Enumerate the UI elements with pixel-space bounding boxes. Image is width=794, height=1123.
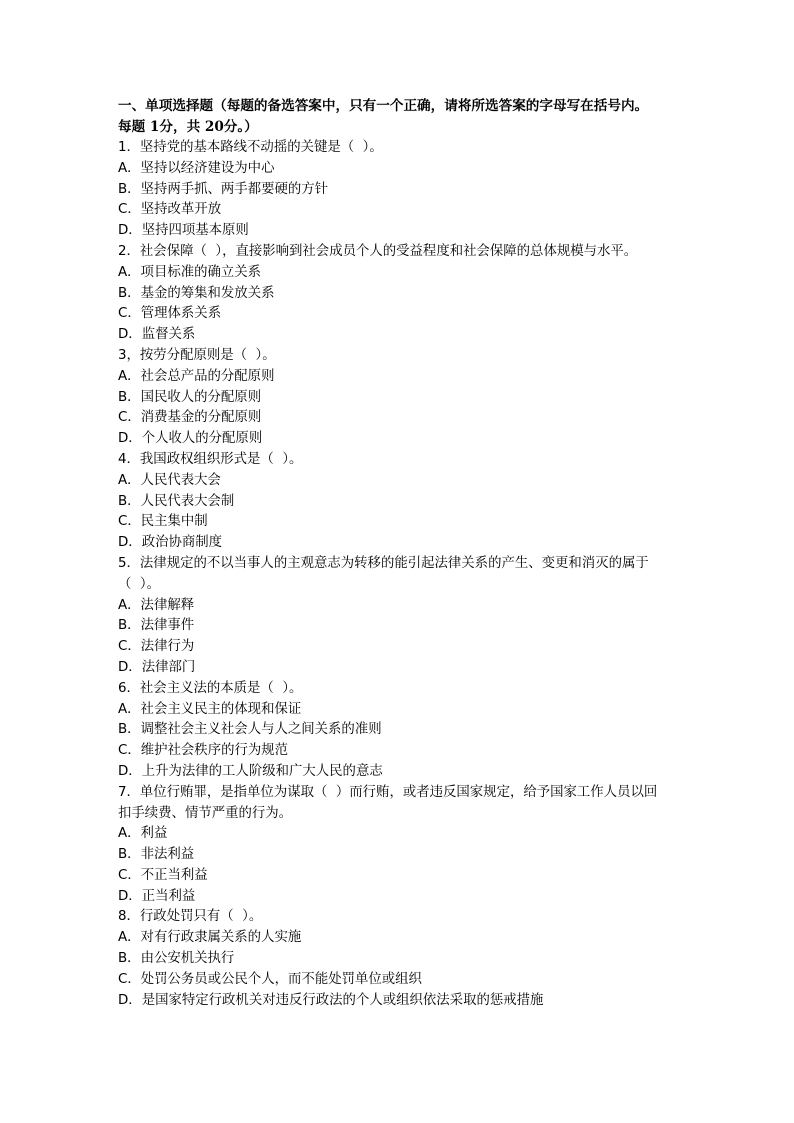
answer-option: D．个人收人的分配原则 (118, 431, 263, 447)
section-heading: 一、单项选择题（每题的备选答案中，只有一个正确，请将所选答案的字母写在括号内。 (118, 98, 649, 114)
answer-option: A．社会主义民主的体现和保证 (118, 701, 302, 717)
section-heading-continued: 每题 1分，共 20分。） (118, 119, 258, 135)
answer-option: B．人民代表大会制 (118, 493, 235, 509)
question-stem: 1．坚持党的基本路线不动摇的关键是（ ）。 (118, 140, 383, 155)
answer-option: D．政治协商制度 (118, 535, 223, 551)
question-stem: 7．单位行贿罪，是指单位为谋取（ ）而行贿，或者违反国家规定，给予国家工作人员以回 (118, 784, 658, 800)
question-block (118, 679, 688, 783)
answer-option: B．法律事件 (118, 618, 195, 634)
question-stem: （ ）。 (118, 576, 160, 592)
answer-option: C．管理体系关系 (118, 306, 222, 322)
answer-option: C．维护社会秩序的行为规范 (118, 743, 289, 759)
answer-option: B．由公安机关执行 (118, 951, 235, 967)
answer-option: B．调整社会主义社会人与人之间关系的准则 (118, 722, 382, 738)
answer-option: C．不正当利益 (118, 867, 208, 883)
question-stem: 3，按劳分配原则是（ ）。 (118, 347, 276, 363)
answer-option: C．消费基金的分配原则 (118, 410, 262, 426)
question-block (118, 450, 688, 554)
answer-option: D．法律部门 (118, 659, 196, 675)
answer-option: A．项目标准的确立关系 (118, 264, 262, 280)
answer-option: A．坚持以经济建设为中心 (118, 160, 275, 176)
question-block (118, 138, 688, 242)
answer-option: C．法律行为 (118, 639, 195, 655)
answer-option: A．人民代表大会 (118, 472, 221, 488)
answer-option: B．坚持两手抓、两手都要硬的方针 (118, 181, 329, 197)
answer-option: D．正当利益 (118, 888, 196, 904)
answer-option: A．法律解释 (118, 597, 195, 613)
question-block (118, 907, 688, 1011)
answer-option: C．民主集中制 (118, 514, 208, 530)
question-block (118, 783, 688, 908)
question-stem: 8．行政处罚只有（ ）。 (118, 909, 263, 925)
question-stem: 4．我国政权组织形式是（ ）。 (118, 451, 303, 467)
answer-option: A．对有行政隶属关系的人实施 (118, 930, 302, 946)
question-stem: 扣手续费、情节严重的行为。 (118, 805, 293, 821)
answer-option: B．基金的筹集和发放关系 (118, 285, 275, 301)
answer-option: B．非法利益 (118, 847, 195, 863)
question-block (118, 346, 688, 450)
question-block (118, 242, 688, 346)
answer-option: D．坚持四项基本原则 (118, 223, 249, 239)
answer-option: A．利益 (118, 826, 168, 842)
answer-option: B．国民收人的分配原则 (118, 389, 262, 405)
answer-option: D．上升为法律的工人阶级和广大人民的意志 (118, 763, 383, 779)
question-stem: 2．社会保障（ ），直接影响到社会成员个人的受益程度和社会保障的总体规模与水平。 (118, 243, 638, 259)
answer-option: A．社会总产品的分配原则 (118, 368, 275, 384)
answer-option: C．坚持改革开放 (118, 202, 222, 218)
question-stem: 5．法律规定的不以当事人的主观意志为转移的能引起法律关系的产生、变更和消灭的属于 (118, 555, 649, 571)
answer-option: C．处罚公务员或公民个人，而不能处罚单位或组织 (118, 971, 422, 987)
question-block (118, 554, 688, 679)
question-stem: 6．社会主义法的本质是（ ）。 (118, 680, 303, 696)
answer-option: D．是国家特定行政机关对违反行政法的个人或组织依法采取的惩戒措施 (118, 992, 544, 1008)
question-list (118, 138, 688, 1011)
answer-option: D．监督关系 (118, 327, 196, 343)
document-page (118, 96, 688, 1011)
